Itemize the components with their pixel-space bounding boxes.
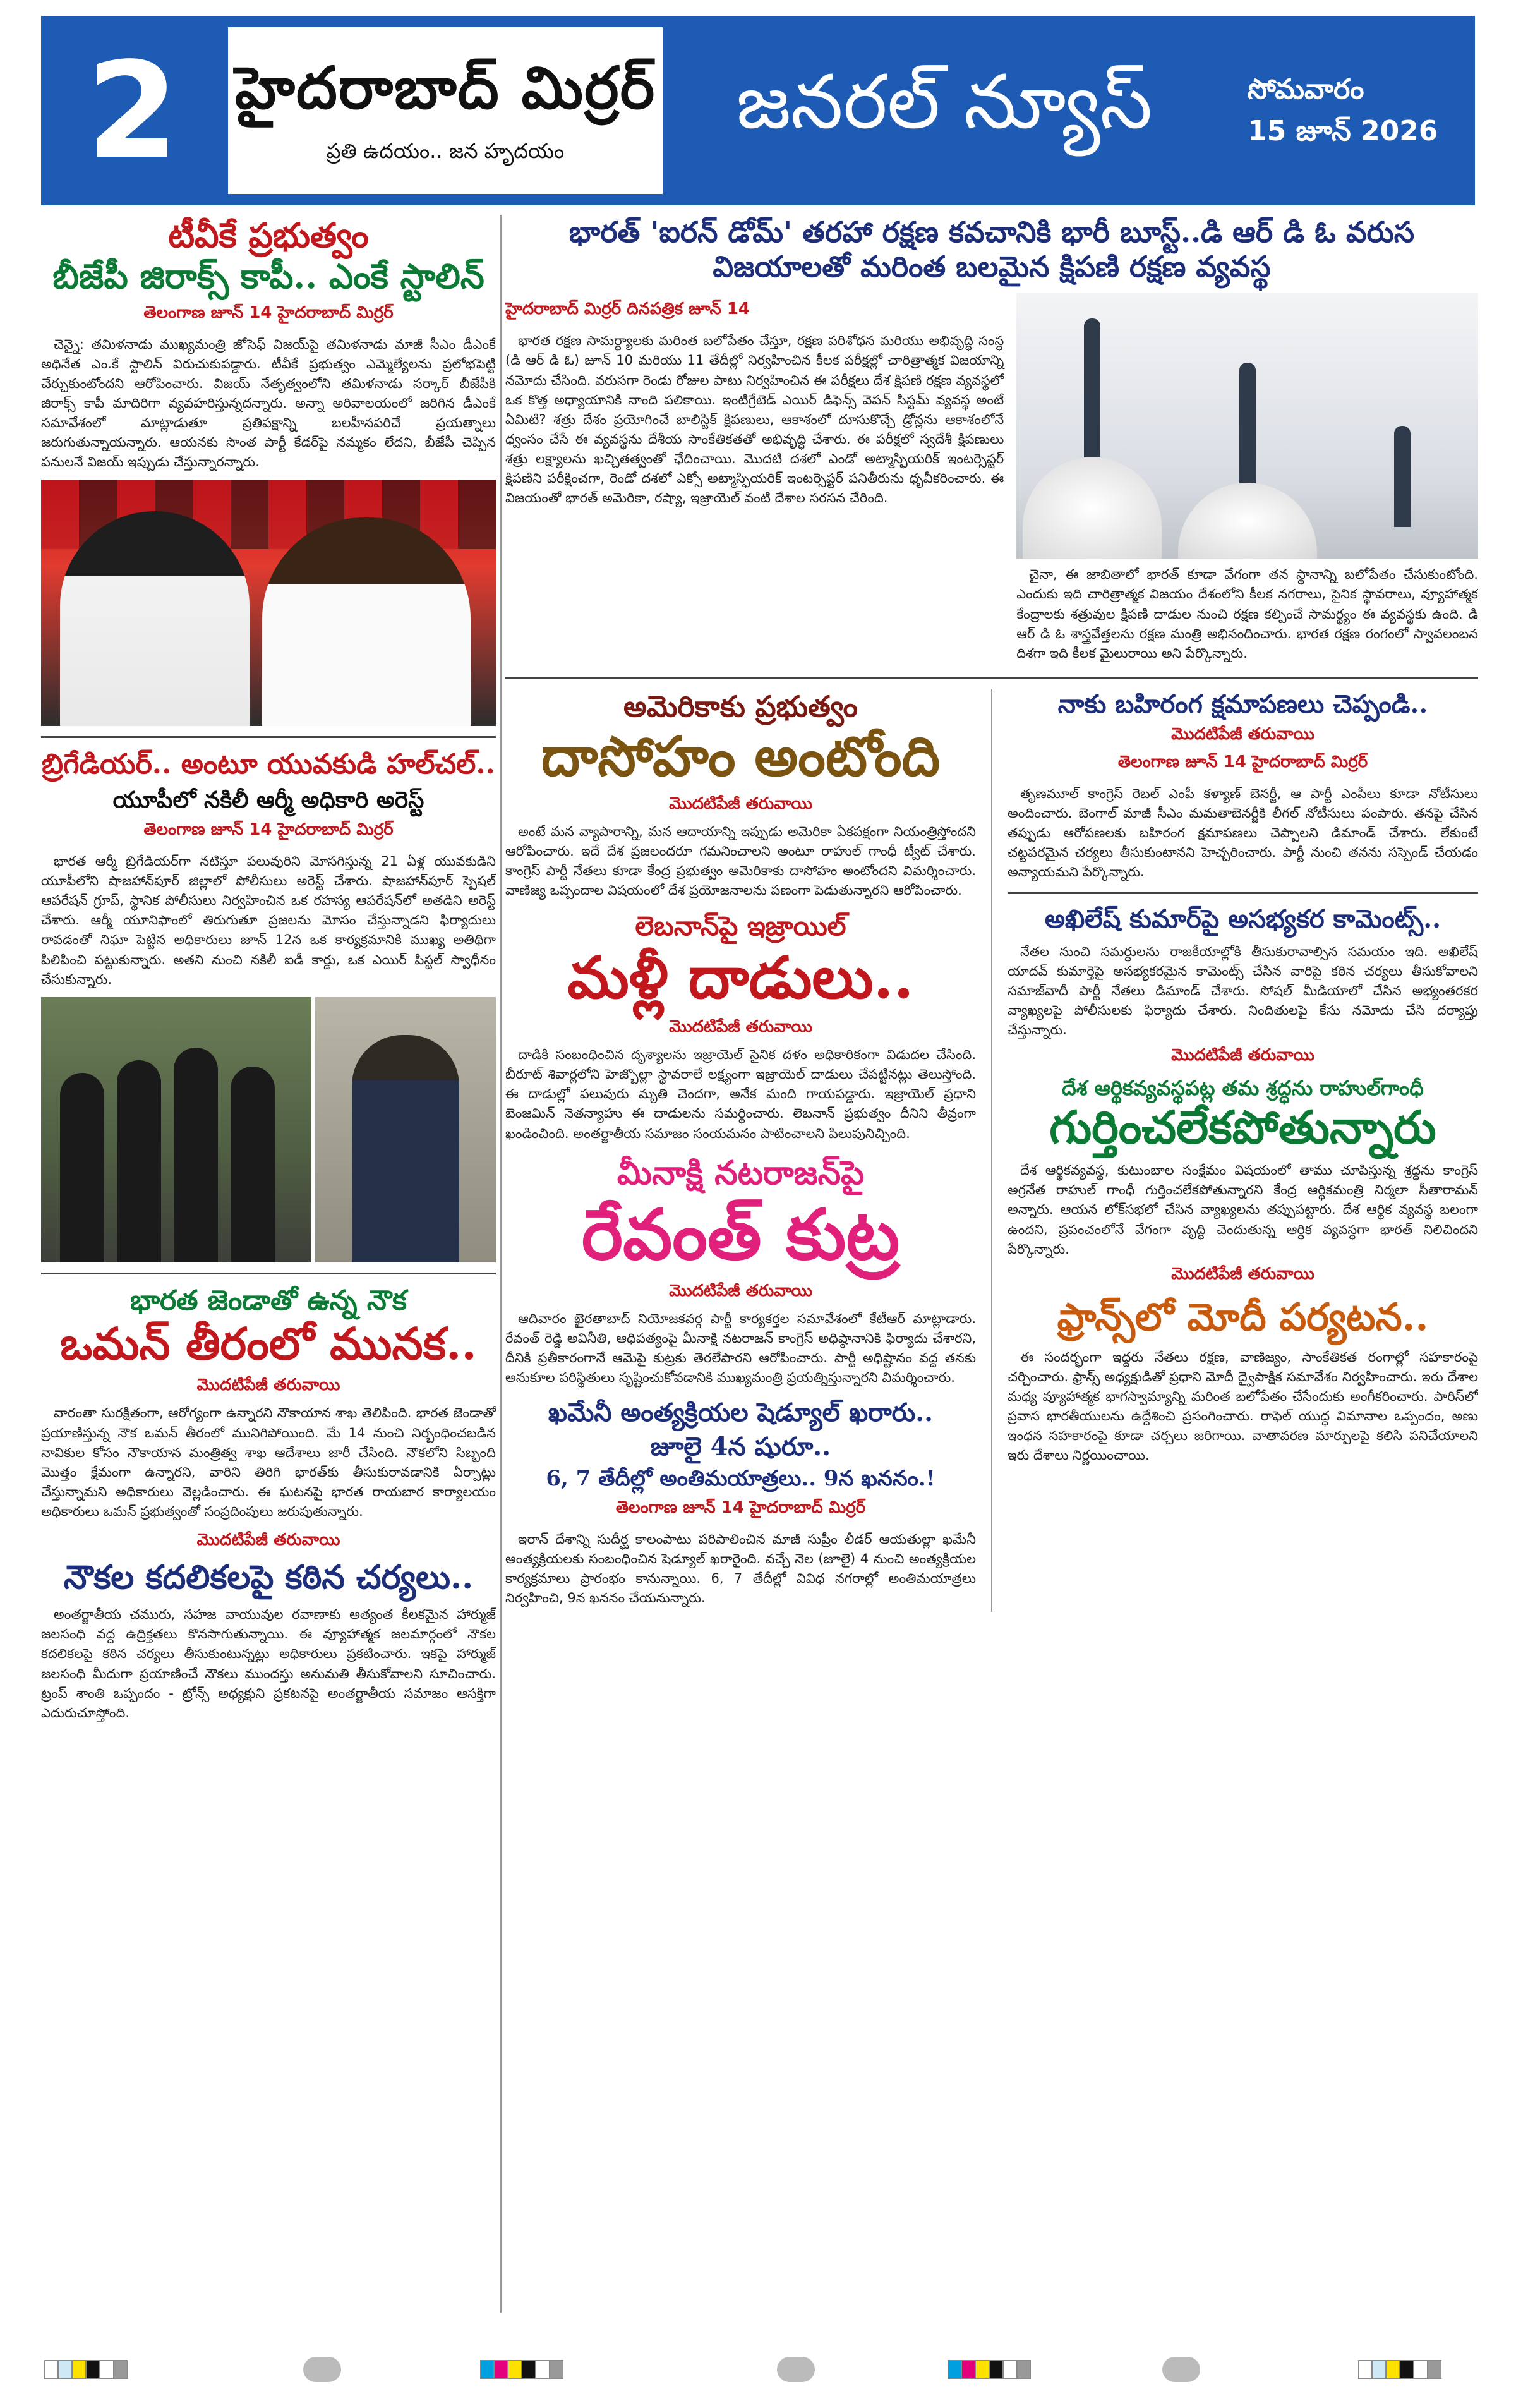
kicker: మీనాక్షి నటరాజన్‌పై — [617, 1153, 865, 1192]
kicker: టీవీకే ప్రభుత్వం — [168, 215, 369, 255]
page-number: 2 — [86, 33, 179, 188]
army-photo — [41, 997, 496, 1262]
headline: బ్రిగేడియర్.. అంటూ యువకుడి హల్‌చల్.. — [41, 748, 496, 781]
byline: హైదరాబాద్ మిర్రర్ దినపత్రిక జూన్ 14 — [505, 299, 750, 319]
brand-logo — [224, 23, 666, 198]
article-body: చెన్నై: తమిళనాడు ముఖ్యమంత్రి జోసెఫ్ విజయ్‌పై తమిళనాడు మాజీ సీఎం డీఎంకే అధినేత ఎం.కే స్టాలిన్ విరుచుకుపడ్డారు. టీవీకే ప్రభుత్వం ఎమ్మెల్యేలను ప్రలోభపెట్టి చేర్చుకుంటోందని ఆరోపించారు. విజయ్ నేతృత్వంలోని తమిళనాడు సర్కార్ బీజేపీకి జిరాక్స్ కాపీ మాదిరిగా వ్యవహరిస్తున్నదన్నారు. అన్నా అరివాలయంలో జరిగిన డీఎంకే సమావేశంలో మాట్లాడుతూ ప్రతిపక్షాన్ని బలహీనపరిచే ప్రయత్నాలు జరుగుతున్నాయన్నారు. ఆయనకు సొంత పార్టీ కేడర్‌పై నమ్మకం లేదని, బీజేపీ చెప్పిన పనులనే విజయ్ ఇప్పుడు చేస్తున్నారన్నారు. — [41, 336, 496, 470]
byline: తెలంగాణ జూన్ 14 హైదరాబాద్ మిర్రర్ — [1117, 752, 1368, 771]
day: సోమవారం — [1248, 73, 1364, 106]
right-column — [505, 215, 1478, 2313]
continued-label: మొదటిపేజీ తరువాయి — [669, 1281, 812, 1301]
color-registration-bar — [948, 2360, 1031, 2379]
article-body: అంతర్జాతీయ చమురు, సహజ వాయువుల రవాణాకు అత్యంత కీలకమైన హార్ముజ్ జలసంధి వద్ద ఉద్రిక్తతలు కొనసాగుతున్నాయి. ఈ వ్యూహాత్మక జలమార్గంలో నౌకల కదలికలపై కఠిన చర్యలు తీసుకుంటున్నట్లు అధికారులు ప్రకటించారు. ఇకపై హార్ముజ్ జలసంధి మీదుగా ప్రయాణించే నౌకలు ముందస్తు అనుమతి తీసుకోవాలని సూచించారు. ట్రంప్ శాంతి ఒప్పందం - ట్రోన్స్ అధ్యక్షుని ప్రకటనపై అంతర్జాతీయ సమాజం ఆసక్తిగా ఎదురుచూస్తోంది. — [41, 1607, 496, 1721]
article-body: అంటే మన వ్యాపారాన్ని, మన ఆదాయాన్ని ఇప్పుడు అమెరికా ఏకపక్షంగా నియంత్రిస్తోందని ఆరోపించారు. ఇదే దేశ ప్రజలందరూ గమనించాలని అంటూ రాహుల్ గాంధీ ట్వీట్ చేశారు. కాంగ్రెస్ పార్టీ నేతలు కూడా కేంద్ర ప్రభుత్వం అమెరికాకు దాసోహం అంటోందని విమర్శించారు. వాణిజ్య ఒప్పందాల విషయంలో దేశ ప్రయోజనాలను పణంగా పెడుతున్నారని ఆరోపించారు. — [505, 824, 976, 898]
brand-tagline: ప్రతి ఉదయం.. జన హృదయం — [326, 138, 565, 163]
masthead — [41, 16, 1475, 205]
byline: తెలంగాణ జూన్ 14 హైదరాబాద్ మిర్రర్ — [143, 820, 394, 840]
article-america — [505, 689, 976, 901]
article-modi-france — [1008, 1295, 1478, 1465]
continued-label: మొదటిపేజీ తరువాయి — [196, 1530, 340, 1549]
article-oman-ship — [41, 1285, 496, 1522]
lead-headline: భారత్ 'ఐరన్ డోమ్' తరహా రక్షణ కవచానికి భారీ బూస్ట్..డి ఆర్ డి ఓ వరుస విజయాలతో మరింత బలమైన క్షిపణి రక్షణ వ్యవస్థ — [568, 215, 1415, 284]
article-lebanon — [505, 911, 976, 1143]
middle-subcolumn — [505, 689, 976, 1612]
headline: అఖిలేష్ కుమార్‌పై అసభ్యకర కామెంట్స్.. — [1044, 904, 1441, 935]
kicker: భారత జెండాతో ఉన్న నౌక — [130, 1284, 407, 1317]
article-khamenei — [505, 1398, 976, 1608]
headline: ఒమన్ తీరంలో మునక.. — [60, 1317, 477, 1370]
article-stalin — [41, 215, 496, 726]
brand-name: హైదరాబాద్ మిర్రర్ — [234, 53, 656, 122]
article-body: ఆదివారం ఖైరతాబాద్ నియోజకవర్గ పార్టీ కార్యకర్తల సమావేశంలో కేటీఆర్ మాట్లాడారు. రేవంత్ రెడ్డి అవినీతి, ఆధిపత్యంపై మీనాక్షి నటరాజన్ కాంగ్రెస్ అధిష్ఠానానికి ఫిర్యాదు చేశారని, దీనికి ప్రతీకారంగానే ఆమెపై కుట్రకు తెరలేపారని ఆరోపించారు. పార్టీ అధిష్టానం వద్ద తనకు అనుకూల పరిస్థితులు సృష్టించుకోవడానికి ముఖ్యమంత్రి ప్రయత్నిస్తున్నారని విమర్శించారు. — [505, 1311, 976, 1386]
article-apology — [1008, 689, 1478, 882]
divider — [505, 677, 1478, 679]
article-body: ఇరాన్ దేశాన్ని సుదీర్ఘ కాలంపాటు పరిపాలించిన మాజీ సుప్రీం లీడర్ ఆయతుల్లా ఖమేనీ అంత్యక్రియలకు సంబంధించిన షెడ్యూల్ ఖరారైంది. వచ్చే నెల (జూలై) 4 నుంచి అంత్యక్రియల కార్యక్రమాలు ప్రారంభం కానున్నాయి. 6, 7 తేదీల్లో వివిధ నగరాల్లో అంతిమయాత్రలు నిర్వహించి, 9న ఖననం చేయనున్నారు. — [505, 1532, 976, 1606]
kicker: దేశ ఆర్థికవ్యవస్థపట్ల తమ శ్రద్ధను రాహుల్‌గాంధీ — [1062, 1075, 1424, 1100]
headline: గుర్తించలేకపోతున్నారు — [1049, 1099, 1436, 1154]
divider — [41, 1273, 496, 1274]
subhead-dates: 6, 7 తేదీల్లో అంతిమయాత్రలు.. 9న ఖననం.! — [546, 1466, 935, 1492]
article-revanth — [505, 1154, 976, 1388]
continued-label: మొదటిపేజీ తరువాయి — [669, 794, 812, 814]
date: 15 జూన్ 2026 — [1248, 115, 1438, 147]
article-body: భారత రక్షణ సామర్థ్యాలకు మరింత బలోపేతం చేస్తూ, రక్షణ పరిశోధన మరియు అభివృద్ధి సంస్థ (డి ఆర్ డి ఓ) జూన్ 10 మరియు 11 తేదీల్లో నిర్వహించిన కీలక పరీక్షల్లో చారిత్రాత్మక విజయాన్ని నమోదు చేసింది. వరుసగా రెండు రోజుల పాటు నిర్వహించిన ఈ పరీక్షలు దేశ క్షిపణి రక్షణ వ్యవస్థలో ఒక కొత్త అధ్యాయానికి నాంది పలికాయి. ఇంటిగ్రేటెడ్ ఎయిర్ డిఫెన్స్ వెపన్ సిస్టమ్ వ్యవస్థ అంటే ఏమిటి? శత్రు దేశం ప్రయోగించే బాలిస్టిక్ క్షిపణులు, ఆకాశంలో దూసుకొచ్చే డ్రోన్లను ఆకాశంలోనే ధ్వంసం చేసే ఈ వ్యవస్థను దేశీయ సాంకేతికతతో అభివృద్ధి చేశారు. ఈ పరీక్షలో స్వదేశీ క్షిపణులు శత్రు లక్ష్యాలను ఖచ్చితత్వంతో ఛేదించాయి. మొదటి దశలో ఎండో అట్మాస్ఫియరిక్ ఇంటర్సెప్టర్ క్షిపణిని పరీక్షించగా, రెండో దశలో ఎక్సో అట్మాస్ఫియరిక్ ఇంటర్సెప్టర్ పనితీరును ధృవీకరించారు. ఈ విజయంతో భారత్ అమెరికా, రష్యా, ఇజ్రాయెల్ వంటి దేశాల సరసన చేరింది. — [505, 333, 1004, 505]
headline: ఖమేనీ అంత్యక్రియల షెడ్యూల్ ఖరారు.. — [548, 1398, 934, 1428]
article-body: దేశ ఆర్థికవ్యవస్థ, కుటుంబాల సంక్షేమం విషయంలో తాము చూపిస్తున్న శ్రద్ధను కాంగ్రెస్ అగ్రనేత రాహుల్ గాంధీ గుర్తించలేకపోతున్నారని కేంద్ర ఆర్థికమంత్రి నిర్మలా సీతారామన్ అన్నారు. ఆయన లోక్‌సభలో చేసిన వ్యాఖ్యలను తప్పుపట్టారు. దేశ ఆర్థిక వ్యవస్థ బలంగా ఉందని, ప్రపంచంలోనే వేగంగా వృద్ధి చెందుతున్న ఆర్థిక వ్యవస్థగా భారత్ నిలిచిందని పేర్కొన్నారు. — [1008, 1163, 1478, 1257]
column-divider — [500, 215, 502, 2313]
article-body: తృణమూల్ కాంగ్రెస్ రెబల్ ఎంపీ కళ్యాణ్ బెనర్జీ, ఆ పార్టీ ఎంపీలు కూడా నోటీసులు అందించారు. బెంగాల్ మాజీ సీఎం మమతాబెనర్జీకి లీగల్ నోటీసులు పంపారు. తనపై చేసిన తప్పుడు ఆరోపణలకు బహిరంగ క్షమాపణలు చెప్పాలని డిమాండ్ చేశారు. లేకుంటే చట్టపరమైన చర్యలు తీసుకుంటానని హెచ్చరించారు. పార్టీ నుంచి తనను సస్పెండ్ చేయడం అన్యాయమని పేర్కొన్నారు. — [1008, 785, 1478, 880]
left-column — [41, 215, 496, 2313]
dateline — [1222, 16, 1475, 205]
article-body: దాడికి సంబంధించిన దృశ్యాలను ఇజ్రాయెల్ సైనిక దళం అధికారికంగా విడుదల చేసింది. బీరూట్ శివార్లలోని హెజ్బొల్లా స్థావరాలే లక్ష్యంగా ఇజ్రాయెల్ దాడులు చేపట్టినట్లు తెలుస్తోంది. ఈ దాడుల్లో పలువురు మృతి చెందగా, అనేక మంది గాయపడ్డారు. ఇజ్రాయెల్ ప్రధాని బెంజమిన్ నెతన్యాహు ఈ దాడులను సమర్థించారు. లెబనాన్ ప్రభుత్వం దీనిని తీవ్రంగా ఖండించింది. అంతర్జాతీయ సమాజం సంయమనం పాటించాలని పిలుపునిచ్చింది. — [505, 1047, 976, 1141]
continued-label: మొదటిపేజీ తరువాయి — [1171, 1045, 1314, 1065]
headline: దాసోహం అంటోంది — [541, 724, 941, 789]
subcolumn-divider — [991, 689, 992, 1612]
color-registration-bar — [1358, 2360, 1441, 2379]
article-body: ఈ సందర్భంగా ఇద్దరు నేతలు రక్షణ, వాణిజ్యం, సాంకేతికత రంగాల్లో సహకారంపై చర్చించారు. ఫ్రాన్స్ అధ్యక్షుడితో ప్రధాని మోదీ ద్వైపాక్షిక సమావేశం నిర్వహించారు. ఇరు దేశాల మధ్య వ్యూహాత్మక భాగస్వామ్యాన్ని మరింత బలోపేతం చేసేందుకు అంగీకరించారు. పారిస్‌లో ప్రవాస భారతీయులను ఉద్దేశించి ప్రసంగించారు. రాఫెల్ యుద్ధ విమానాల ఒప్పందం, అణు ఇంధన సహకారంపై కూడా చర్చలు జరిగాయి. వాతావరణ మార్పులపై కలిసి పనిచేయాలని ఇరు దేశాలు నిర్ణయించాయి. — [1008, 1349, 1478, 1463]
registration-dot — [303, 2357, 341, 2382]
article-akhilesh — [1008, 904, 1478, 1068]
headline: బీజేపీ జిరాక్స్ కాపీ.. ఎంకే స్టాలిన్ — [52, 255, 484, 296]
subhead: జూలై 4న షురూ.. — [650, 1432, 831, 1462]
headline: మళ్లీ దాడులు.. — [567, 943, 914, 1012]
section-title: జనరల్ న్యూస్ — [736, 57, 1153, 145]
continued-label: మొదటిపేజీ తరువాయి — [1171, 724, 1314, 744]
headline: నౌకల కదలికలపై కఠిన చర్యలు.. — [63, 1558, 474, 1597]
subhead: యూపీలో నకిలీ ఆర్మీ అధికారి అరెస్ట్ — [112, 786, 424, 813]
color-registration-bar — [44, 2360, 128, 2379]
headline: రేవంత్ కుట్ర — [581, 1194, 900, 1276]
kicker: లెబనాన్‌పై ఇజ్రాయిల్ — [635, 911, 846, 942]
headline: నాకు బహిరంగ క్షమాపణలు చెప్పండి.. — [1057, 689, 1428, 719]
headline: ఫ్రాన్స్‌లో మోదీ పర్యటన.. — [1057, 1295, 1429, 1340]
divider — [41, 736, 496, 738]
continued-label: మొదటిపేజీ తరువాయి — [196, 1376, 340, 1395]
article-fake-brigadier — [41, 748, 496, 1262]
color-registration-bar — [480, 2360, 563, 2379]
article-body: భారత ఆర్మీ బ్రిగేడియర్‌గా నటిస్తూ పలువురిని మోసగిస్తున్న 21 ఏళ్ల యువకుడిని యూపీలోని షాజహాన్‌పూర్ జిల్లాలో పోలీసులు అరెస్ట్ చేశారు. షాజహాన్‌పూర్ స్పెషల్ ఆపరేషన్ గ్రూప్, స్థానిక పోలీసులు నిర్వహించిన ఒక రహస్య ఆపరేషన్‌లో అతడిని అరెస్ట్ చేశారు. ఆర్మీ యూనిఫాంలో తిరుగుతూ ప్రజలను మోసం చేస్తున్నాడని ఫిర్యాదులు రావడంతో నిఘా పెట్టిన అధికారులు జూన్ 12న ఒక కార్యక్రమానికి ముఖ్య అతిథిగా పిలిపించి పట్టుకున్నారు. అతని నుంచి నకిలీ ఐడీ కార్డు, ఒక ఎయిర్ పిస్టల్ స్వాధీనం చేసుకున్నారు. — [41, 854, 496, 987]
continued-label: మొదటిపేజీ తరువాయి — [1171, 1264, 1314, 1283]
rally-photo — [41, 480, 496, 726]
byline: తెలంగాణ జూన్ 14 హైదరాబాద్ మిర్రర్ — [143, 303, 394, 322]
byline: తెలంగాణ జూన్ 14 హైదరాబాద్ మిర్రర్ — [615, 1498, 866, 1518]
article-drdo-lead — [505, 215, 1478, 667]
registration-dot — [1162, 2357, 1200, 2382]
article-body: నేతల నుంచి సమర్థులను రాజకీయాల్లోకి తీసుకురావాల్సిన సమయం ఇది. అఖిలేష్ యాదవ్ కుమార్తెపై అసభ్యకరమైన కామెంట్స్ చేసిన వారిపై కఠిన చర్యలు తీసుకోవాలని సమాజ్‌వాదీ పార్టీ నేతలు డిమాండ్ చేశారు. సోషల్ మీడియాలో చేసిన అభ్యంతరకర వ్యాఖ్యలపై పోలీసులకు ఫిర్యాదు చేశారు. నిందితులపై కేసు నమోదు చేసి దర్యాప్తు చేస్తున్నారు. — [1008, 944, 1478, 1038]
article-hormuz — [41, 1530, 496, 1723]
divider — [1008, 892, 1478, 894]
article-nirmala — [1008, 1076, 1478, 1287]
continued-label: మొదటిపేజీ తరువాయి — [669, 1017, 812, 1037]
article-body-continued: చైనా, ఈ జాబితాలో భారత్ కూడా వేగంగా తన స్థానాన్ని బలోపేతం చేసుకుంటోంది. ఎందుకు ఇది చారిత్రాత్మక విజయం దేశంలోని కీలక నగరాలు, సైనిక స్థావరాలు, వ్యూహాత్మక కేంద్రాలకు శత్రువుల క్షిపణి దాడుల నుంచి రక్షణ కల్పించే సామర్థ్యం ఈ వ్యవస్థకు ఉంది. డి ఆర్ డి ఓ శాస్త్రవేత్తలను రక్షణ మంత్రి అభినందించారు. భారత రక్షణ రంగంలో స్వావలంబన దిశగా ఇది కీలక మైలురాయి అని పేర్కొన్నారు. — [1016, 567, 1478, 661]
article-body: వారంతా సురక్షితంగా, ఆరోగ్యంగా ఉన్నారని నౌకాయాన శాఖ తెలిపింది. భారత జెండాతో ప్రయాణిస్తున్న నౌక ఒమన్ తీరంలో మునిగిపోయింది. మే 14 నుంచి నిర్బంధించబడిన నావికుల కోసం నౌకాయాన మంత్రిత్వ శాఖ ఆదేశాలు జారీ చేసింది. నౌకలోని సిబ్బంది మొత్తం క్షేమంగా ఉన్నారని, వారిని తిరిగి భారత్‌కు తీసుకురావడానికి ఏర్పాట్లు చేస్తున్నామని అధికారులు వెల్లడించారు. ఈ ఘటనపై భారత రాయబార కార్యాలయం అధికారులు ఒమన్ ప్రభుత్వంతో సంప్రదింపులు జరుపుతున్నారు. — [41, 1405, 496, 1519]
kicker: అమెరికాకు ప్రభుత్వం — [623, 689, 858, 723]
missile-photo — [1016, 293, 1478, 559]
right-subcolumn — [1008, 689, 1478, 1612]
registration-dot — [777, 2357, 815, 2382]
